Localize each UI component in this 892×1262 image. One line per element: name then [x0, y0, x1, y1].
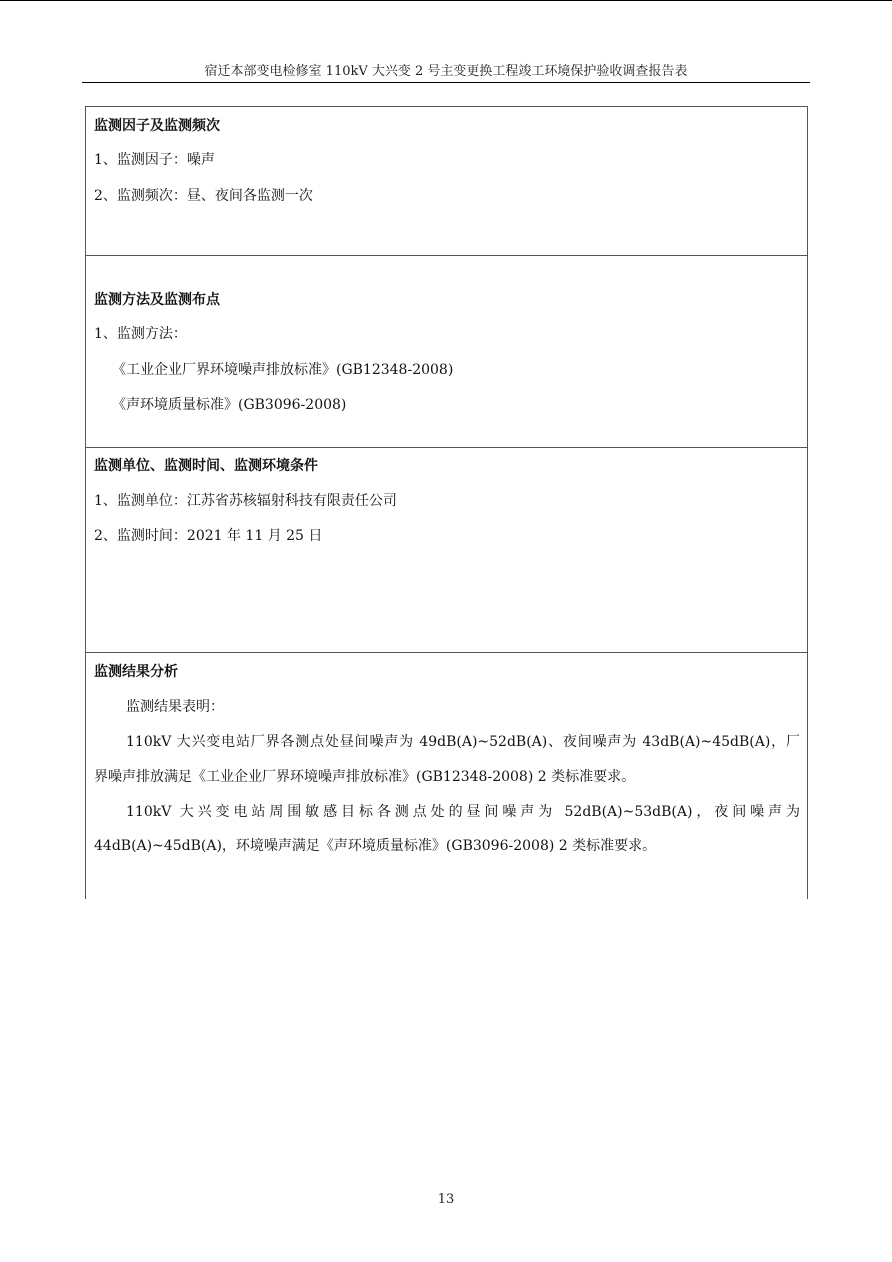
section-divider-2	[85, 447, 808, 448]
table-top-border	[85, 106, 808, 107]
paragraph-line: 44dB(A)~45dB(A)，环境噪声满足《声环境质量标准》(GB3096-2008) 2 类标准要求。	[94, 838, 657, 854]
results-paragraph-boundary	[94, 732, 800, 752]
report-header-title: 宿迁本部变电检修室 110kV 大兴变 2 号主变更换工程竣工环境保护验收调查报告表	[204, 64, 688, 79]
section-heading: 监测结果分析	[94, 664, 178, 680]
table-left-border	[85, 106, 86, 899]
standard-gb3096: 《声环境质量标准》(GB3096-2008)	[112, 397, 347, 413]
page-top-edge	[0, 0, 892, 1]
monitoring-time-item: 2、监测时间：2021 年 11 月 25 日	[94, 528, 323, 544]
standard-gb12348: 《工业企业厂界环境噪声排放标准》(GB12348-2008)	[112, 362, 454, 378]
section-heading: 监测单位、监测时间、监测环境条件	[94, 458, 318, 474]
results-paragraph-sensitive	[94, 802, 800, 822]
header-rule	[82, 82, 810, 83]
monitoring-unit-item: 1、监测单位：江苏省苏核辐射科技有限责任公司	[94, 493, 397, 509]
method-item: 1、监测方法：	[94, 326, 187, 342]
section-heading: 监测因子及监测频次	[94, 118, 220, 134]
section-heading: 监测方法及监测布点	[94, 292, 220, 308]
paragraph-line: 110kV 大兴变电站周围敏感目标各测点处的昼间噪声为 52dB(A)~53dB(A)，夜间噪声为	[126, 804, 800, 820]
frequency-item: 2、监测频次：昼、夜间各监测一次	[94, 188, 313, 204]
results-intro: 监测结果表明：	[126, 699, 224, 715]
section-divider-3	[85, 652, 808, 653]
page-number: 13	[437, 1192, 455, 1207]
paragraph-line: 界噪声排放满足《工业企业厂界环境噪声排放标准》(GB12348-2008) 2 类标准要求。	[94, 769, 636, 785]
paragraph-line: 110kV 大兴变电站厂界各测点处昼间噪声为 49dB(A)~52dB(A)、夜间噪声为 43dB(A)~45dB(A)，厂	[126, 734, 800, 750]
table-right-border	[807, 106, 808, 899]
section-divider-1	[85, 255, 808, 256]
factor-item: 1、监测因子：噪声	[94, 152, 215, 168]
